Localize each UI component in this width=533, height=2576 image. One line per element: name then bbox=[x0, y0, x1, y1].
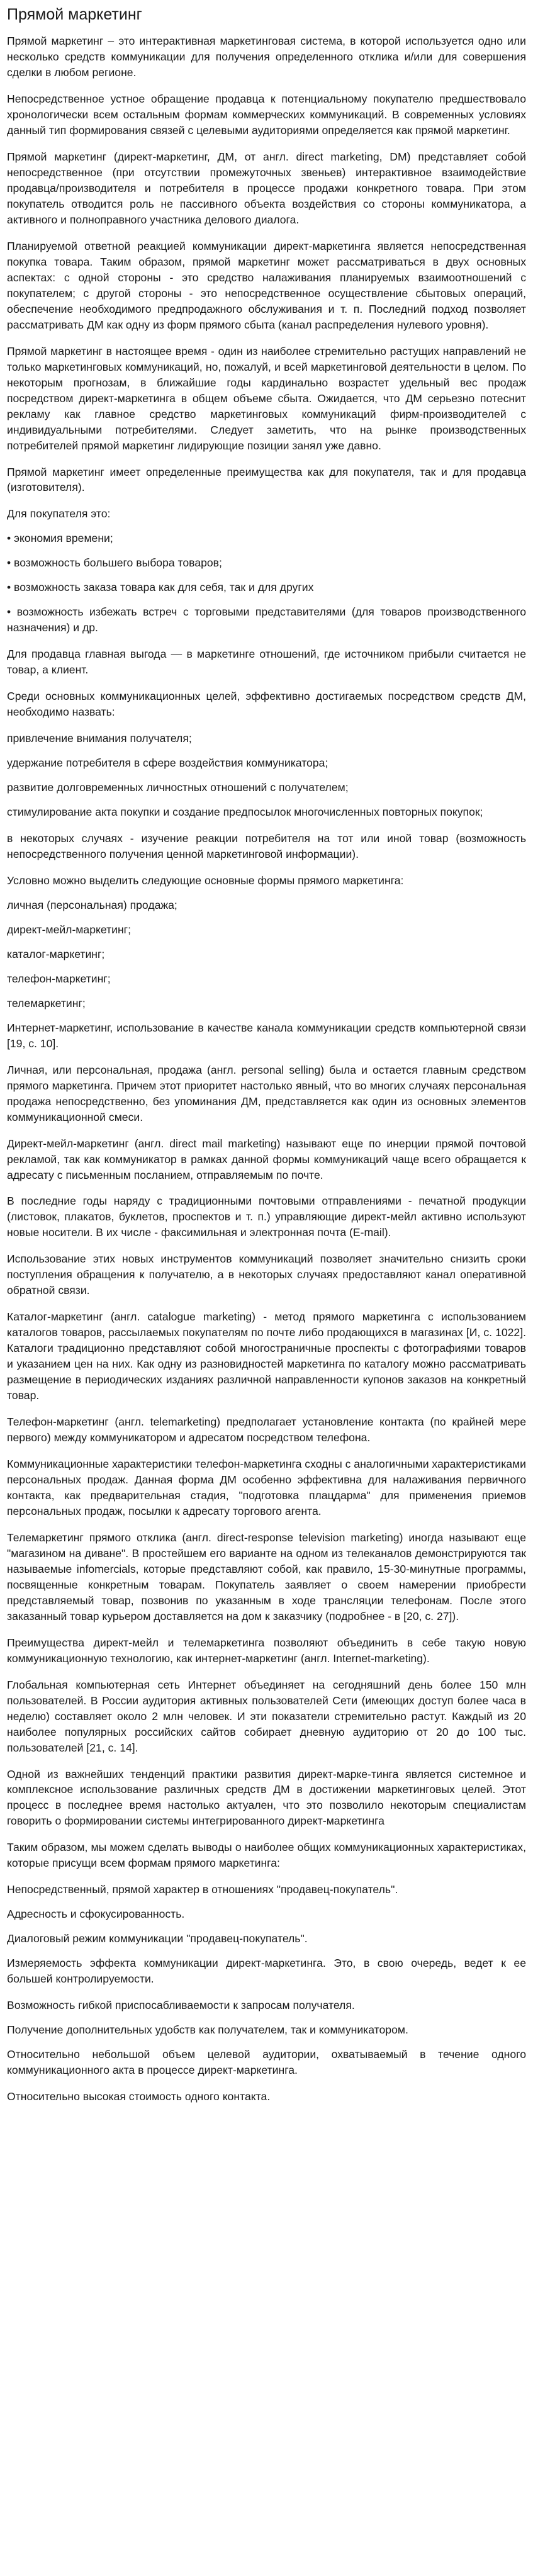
paragraph-buyer-benefits-heading: Для покупателя это: bbox=[7, 507, 111, 520]
paragraph-advantages: Прямой маркетинг имеет определенные преимущества как для покупателя, так и для продавца (изготовителя). bbox=[7, 465, 526, 494]
paragraph-internet-audience: Глобальная компьютерная сеть Интернет объединяет на сегодняшний день более 150 млн пользователей. В России аудитория активных пользователей Сети (имеющих доступ более часа в неделю) составляет около 2 млн человек. И эти показатели стремительно растут. Каждый из 20 наиболее популярных российских сайтов собирает дневную аудиторию от 20 до 100 тыс. пользователей [21, с. 14]. bbox=[7, 1678, 526, 1754]
list-item-research: в некоторых случаях - изучение реакции потребителя на тот или иной товар (возможность непосредственного получения ценной маркетинговой информации). bbox=[7, 832, 526, 860]
list-item-time-saving: • экономия времени; bbox=[7, 532, 113, 545]
list-item-choice: • возможность большего выбора товаров; bbox=[7, 556, 222, 570]
paragraph-conclusions: Таким образом, мы можем сделать выводы о наиболее общих коммуникационных характеристиках, которые присущи всем формам прямого маркетинга: bbox=[7, 1841, 526, 1870]
list-item-avoid-meetings: • возможность избежать встреч с торговыми представителями (для товаров производственного назначения) и др. bbox=[7, 605, 526, 634]
paragraph-integration-trend: Одной из важнейших тенденций практики развития директ-марке-тинга является системное и комплексное использование различных средств ДМ в достижении маркетинговых целей. Этот процесс в последнее время настолько актуален, что это позволило некоторым специалистам говорить о формировании системы интегрированного директ-маркетинга bbox=[7, 1767, 526, 1828]
list-item-order-for-others: • возможность заказа товара как для себя, так и для других bbox=[7, 581, 314, 594]
paragraph-direct-mail: Директ-мейл-маркетинг (англ. direct mail marketing) называют еще по инерции прямой почтовой рекламой, так как коммуникатор в рамках данной формы коммуникаций чаще всего обращается к адресату с письменным посланием, отправляемым по почте. bbox=[7, 1137, 526, 1181]
list-item-measurability: Измеряемость эффекта коммуникации директ-маркетинга. Это, в свою очередь, ведет к ее большей контролируемости. bbox=[7, 1957, 526, 1986]
list-item-retention: удержание потребителя в сфере воздействия коммуникатора; bbox=[7, 756, 328, 770]
list-item-high-cost: Относительно высокая стоимость одного контакта. bbox=[7, 2090, 271, 2103]
paragraph-telephone-characteristics: Коммуникационные характеристики телефон-маркетинга сходны с аналогичными характеристиками персональных продаж. Данная форма ДМ особенно эффективна для налаживания первичного контакта, как предварительная стадия, "подготовка плацдарма" для применения приемов персональных продаж, посылки к адресату торгового агента. bbox=[7, 1458, 526, 1517]
list-item-telemarketing: телемаркетинг; bbox=[7, 996, 86, 1010]
paragraph-communication-goals: Среди основных коммуникационных целей, эффективно достигаемых посредством средств ДМ, необходимо назвать: bbox=[7, 690, 526, 719]
paragraph-internet-marketing: Преимущества директ-мейл и телемаркетинга позволяют объединить в себе такую новую коммуникационную технологию, как интернет-маркетинг (англ. Internet-marketing). bbox=[7, 1636, 526, 1665]
paragraph-forms-heading: Условно можно выделить следующие основные формы прямого маркетинга: bbox=[7, 874, 404, 887]
list-item-direct-character: Непосредственный, прямой характер в отношениях "продавец-покупатель". bbox=[7, 1883, 398, 1896]
list-item-small-audience: Относительно небольшой объем целевой аудитории, охватываемый в течение одного коммуникационного акта в процессе директ-маркетинга. bbox=[7, 2048, 526, 2077]
paragraph-personal-selling: Личная, или персональная, продажа (англ. personal selling) была и остается главным средством прямого маркетинга. Причем этот приоритет настолько явный, что во многих случаях персональная продажа непосредственно, без упоминания ДМ, представляется как один из основных элементов коммуникационной смеси. bbox=[7, 1063, 526, 1123]
list-item-dialogue: Диалоговый режим коммуникации "продавец-покупатель". bbox=[7, 1932, 308, 1945]
list-item-telephone: телефон-маркетинг; bbox=[7, 972, 111, 985]
list-item-stimulation: стимулирование акта покупки и создание предпосылок многочисленных повторных покупок; bbox=[7, 806, 483, 819]
page-title: Прямой маркетинг bbox=[7, 6, 142, 23]
paragraph-new-media: В последние годы наряду с традиционными почтовыми отправлениями - печатной продукции (листовок, плакатов, буклетов, проспектов и т. п.) управляющие директ-мейл активно используют новые носители. В их числе - факсимильная и электронная почта (E-mail). bbox=[7, 1195, 526, 1239]
paragraph-direct-marketing-description: Прямой маркетинг (директ-маркетинг, ДМ, от англ. direct marketing, DM) представляет собой непосредственное (при отсутствии промежуточных звеньев) интерактивное взаимодействие продавца/производителя и потребителя в процессе продажи конкретного товара. При этом покупатель отводится роль не пассивного объекта воздействия со стороны коммуникатора, а активного и полноправного участника делового диалога. bbox=[7, 150, 526, 226]
list-item-targeting: Адресность и сфокусированность. bbox=[7, 1908, 185, 1921]
paragraph-growth: Прямой маркетинг в настоящее время - один из наиболее стремительно растущих направлений не только маркетинговых коммуникаций, но, пожалуй, и всей маркетинговой деятельности в целом. По некоторым прогнозам, в ближайшие годы кардинально возрастет удельный вес продаж посредством директ-маркетинга в общем объеме сбыта. Ожидается, что ДМ серьезно потеснит рекламу как главное средство маркетинговых коммуникаций фирм-производителей с индивидуальными потребителями. Следует заметить, что на рынке производственных потребителей прямой маркетинг лидирующие позиции занял уже давно. bbox=[7, 344, 526, 452]
paragraph-definition: Прямой маркетинг – это интерактивная маркетинговая система, в которой используется одно или несколько средств коммуникации для получения определенного отклика и/или для совершения сделки в любом регионе. bbox=[7, 35, 526, 79]
list-item-direct-mail: директ-мейл-маркетинг; bbox=[7, 923, 131, 936]
paragraph-new-tools: Использование этих новых инструментов коммуникаций позволяет значительно снизить сроки поступления обращения к получателю, а в некоторых случаях предоставляют канал оперативной обратной связи. bbox=[7, 1252, 526, 1297]
list-item-flexibility: Возможность гибкой приспосабливаемости к запросам получателя. bbox=[7, 1999, 355, 2012]
list-item-catalogue: каталог-маркетинг; bbox=[7, 947, 105, 960]
paragraph-telephone-marketing: Телефон-маркетинг (англ. telemarketing) предполагает установление контакта (по крайней мере первого) между коммуникатором и адресатом посредством телефона. bbox=[7, 1415, 526, 1444]
paragraph-tv-marketing: Телемаркетинг прямого отклика (англ. direct-response television marketing) иногда называют еще "магазином на диване". В простейшем его варианте на одном из телеканалов демонстрируются так называемые infomercials, которые представляют собой, как правило, 15-30-минутные программы, посвященные конкретным товарам. Покупатель заявляет о своем намерении приобрести представляемый товар, позвонив по указанным в ходе трансляции телефонам. После этого заказанный товар курьером доставляется на дом к заказчику (подробнее - в [20, с. 27]). bbox=[7, 1531, 526, 1623]
paragraph-seller-benefit: Для продавца главная выгода — в маркетинге отношений, где источником прибыли считается не товар, а клиент. bbox=[7, 648, 526, 677]
paragraph-history: Непосредственное устное обращение продавца к потенциальному покупателю предшествовало хронологически всем остальным формам коммерческих коммуникаций. В современных условиях данный тип формирования связей с целевыми аудиториями определяется как прямой маркетинг. bbox=[7, 93, 526, 137]
list-item-internet: Интернет-маркетинг, использование в качестве канала коммуникации средств компьютерной связи [19, с. 10]. bbox=[7, 1021, 526, 1050]
paragraph-catalogue-marketing: Каталог-маркетинг (англ. catalogue marketing) - метод прямого маркетинга с использованием каталогов товаров, рассылаемых покупателям по почте либо продающихся в магазинах [И, с. 1022]. Каталоги традиционно представляют собой многостраничные проспекты с фотографиями товаров и указанием цен на них. Как одну из разновидностей маркетинга по каталогу можно рассматривать размещение в периодических изданиях различной направленности купонов заказов на конкретный товар. bbox=[7, 1310, 526, 1402]
list-item-relationships: развитие долговременных личностных отношений с получателем; bbox=[7, 781, 349, 794]
list-item-convenience: Получение дополнительных удобств как получателем, так и коммуникатором. bbox=[7, 2023, 408, 2037]
list-item-attention: привлечение внимания получателя; bbox=[7, 732, 192, 745]
list-item-personal-selling: личная (персональная) продажа; bbox=[7, 898, 177, 911]
paragraph-planned-reaction: Планируемой ответной реакцией коммуникации директ-маркетинга является непосредственная покупка товара. Таким образом, прямой маркетинг может рассматриваться в двух основных аспектах: с одной стороны - это средство налаживания планируемых взаимоотношений с покупателем; с другой стороны - это непосредственное осуществление сбытовых операций, обеспечение необходимого предпродажного обслуживания и т. п. Последний подход позволяет рассматривать ДМ как одну из форм прямого сбыта (канал распределения нулевого уровня). bbox=[7, 239, 526, 331]
